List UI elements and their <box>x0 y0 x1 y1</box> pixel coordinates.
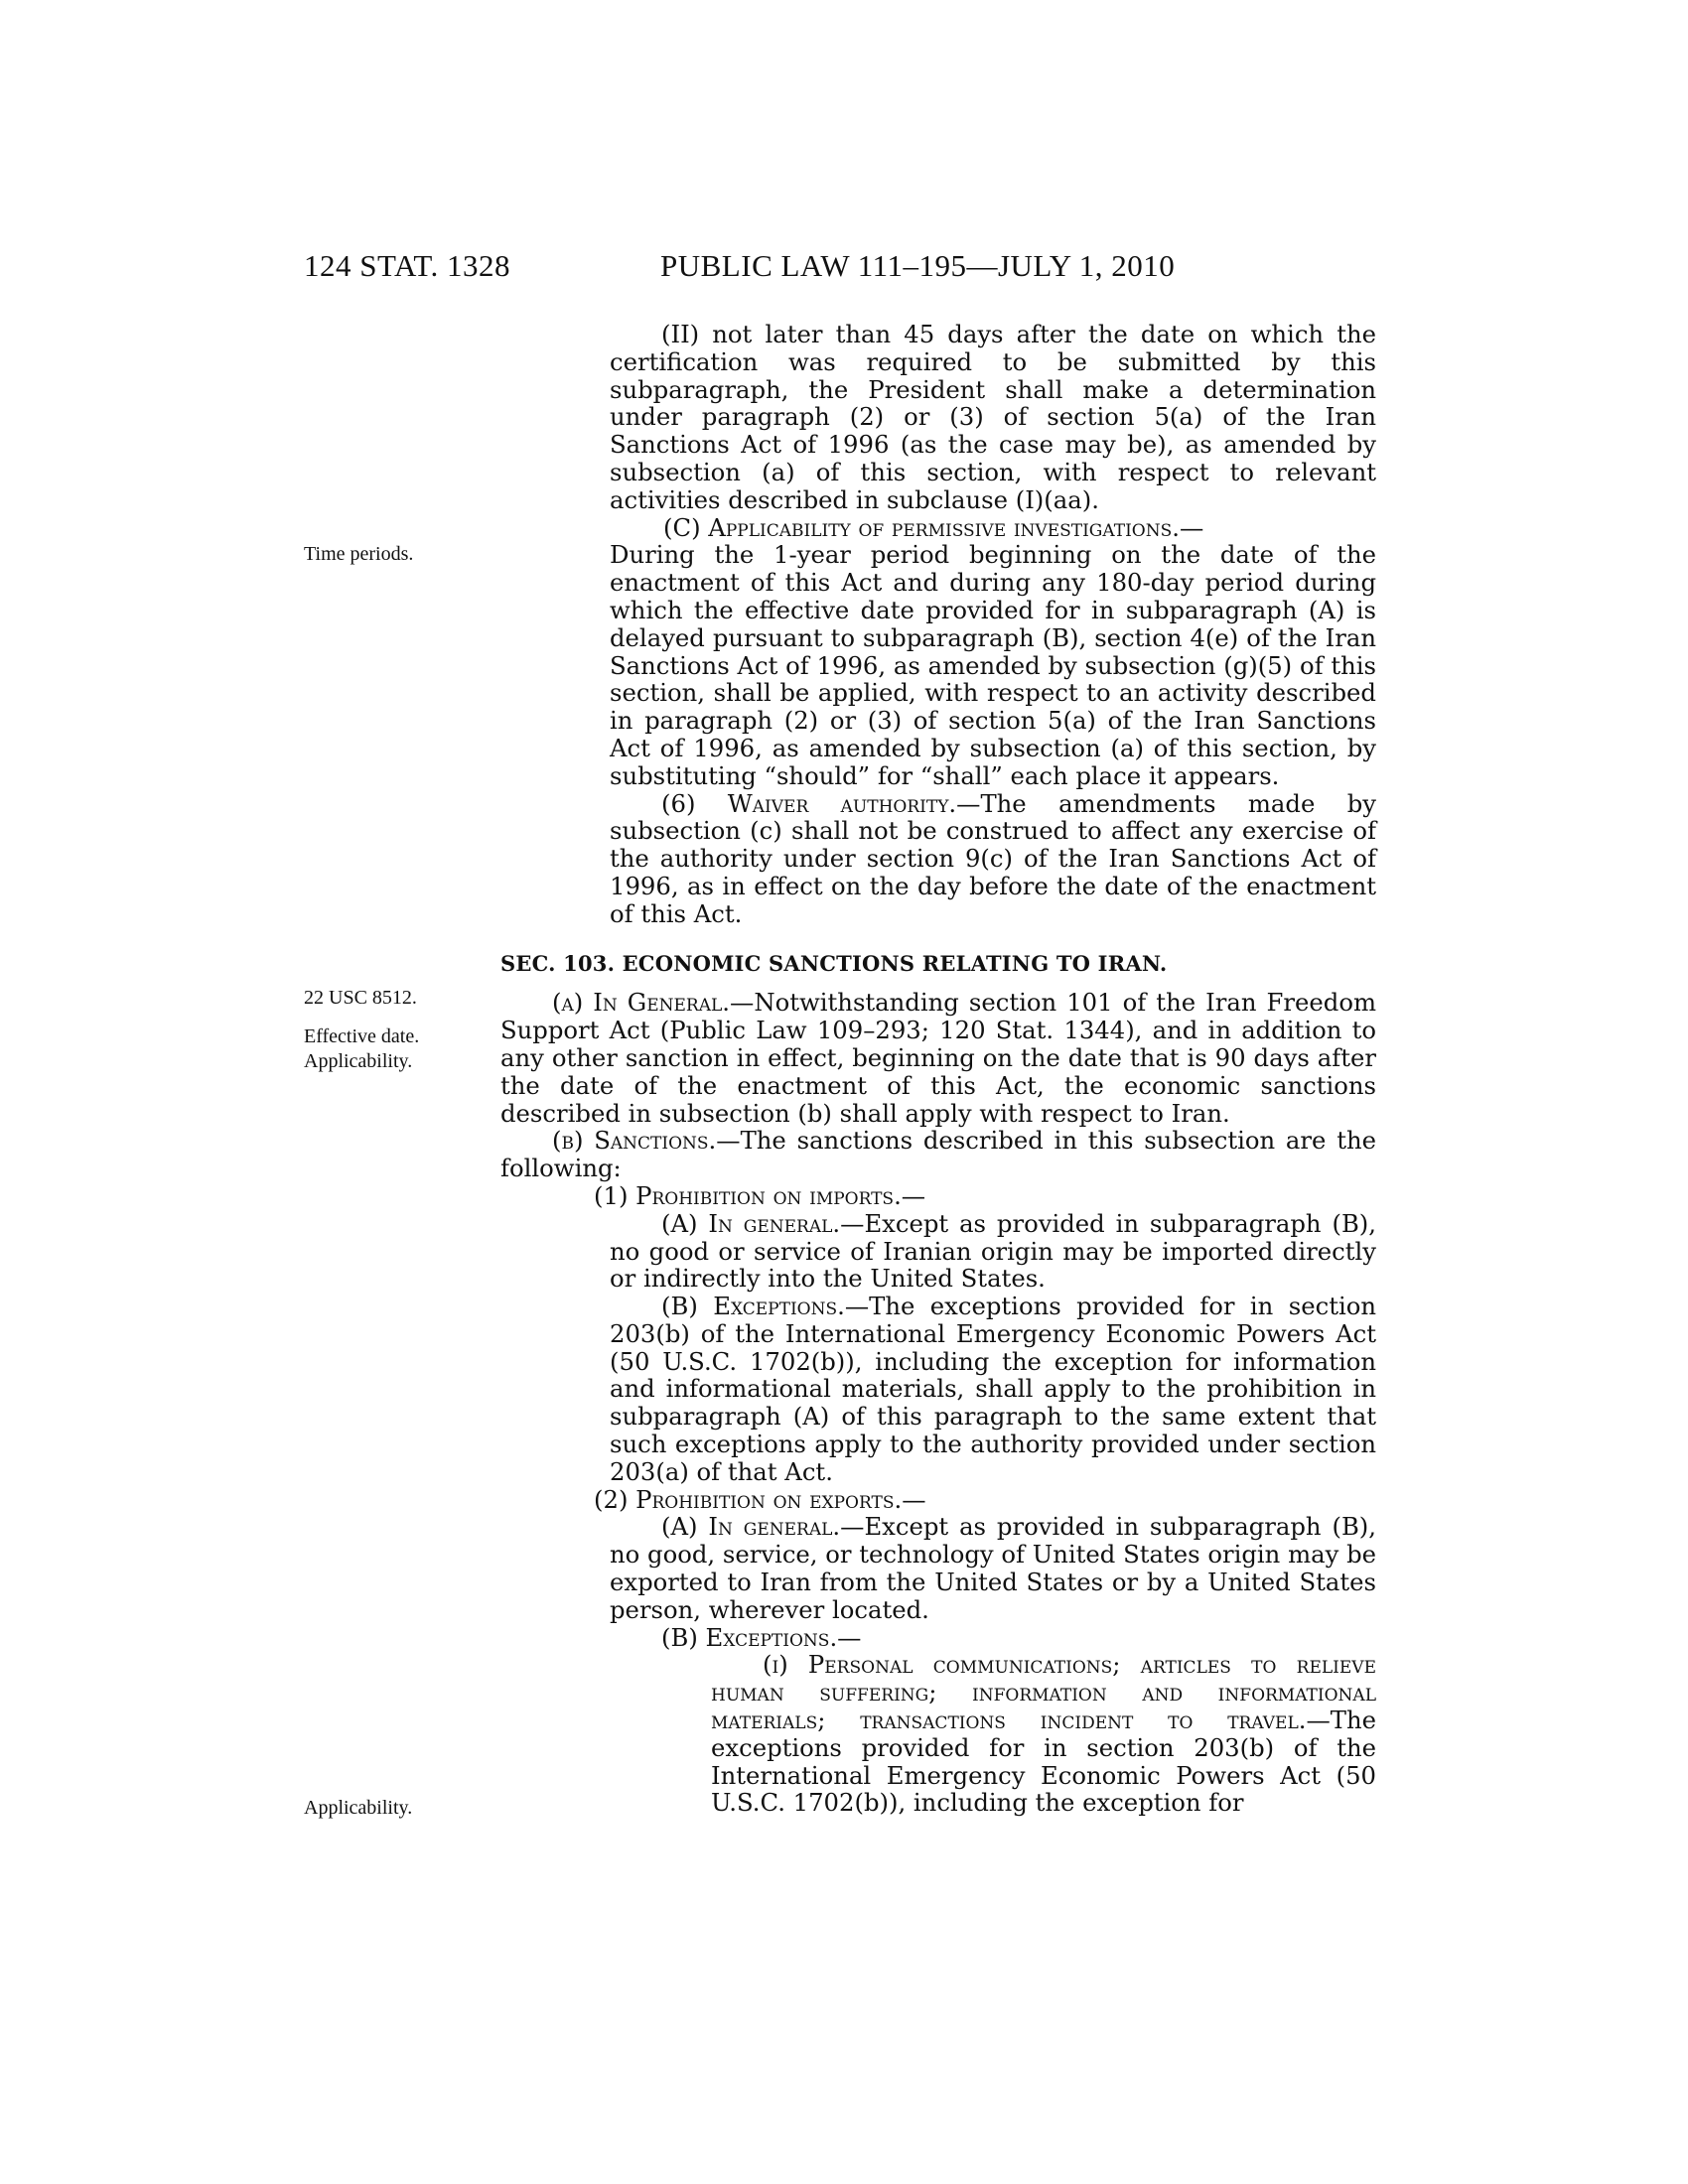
statute-body <box>500 321 1376 1817</box>
para-2A <box>500 1513 1376 1623</box>
para-6-text: —The amendments made by subsection (c) shall not be construed to affect any exercise of the authority under section 9(c) of the Iran Sanctions Act of 1996, as in effect on the day before the date of the enactment of this Act. <box>610 788 1376 928</box>
para-a <box>500 989 1376 1127</box>
para-2B <box>500 1624 1376 1652</box>
para-2 <box>500 1486 1376 1514</box>
para-1B-text: —The exceptions provided for in section 203(b) of the International Emergency Economic Powers Act (50 U.S.C. 1702(b)), including the exception for information and informational materials, shall apply to the prohibition in subparagraph (A) of this paragraph to the same extent that such exceptions apply to the authority provided under section 203(a) of that Act. <box>610 1292 1377 1486</box>
para-C <box>500 514 1376 790</box>
para-a-text: —Notwithstanding section 101 of the Iran Freedom Support Act (Public Law 109–293; 120 Stat. 1344), and in addition to any other sanction in effect, beginning on the date that is 90 days after the date of the enactment of this Act, the economic sanctions described in subsection (b) shall apply with respect to Iran. <box>500 988 1376 1128</box>
para-a-heading: (a) In General. <box>552 988 731 1018</box>
para-2A-text: —Except as provided in subparagraph (B), no good, service, or technology of United States origin may be exported to Iran from the United States or by a United States person, wherever located. <box>610 1512 1376 1624</box>
para-2Bi-text: —The exceptions provided for in section 203(b) of the International Emergency Economic Powers Act (50 U.S.C. 1702(b)), including the exception for <box>711 1706 1376 1818</box>
para-6 <box>610 790 1376 928</box>
para-1-heading: (1) Prohibition on imports.— <box>594 1180 926 1210</box>
para-1 <box>500 1182 1376 1210</box>
para-1B <box>500 1293 1376 1486</box>
para-C-heading: (C) Applicability of permissive investigations.— <box>663 512 1204 542</box>
para-1A-text: —Except as provided in subparagraph (B), no good or service of Iranian origin may be imported directly or indirectly into the United States. <box>610 1208 1376 1294</box>
page-header-title: PUBLIC LAW 111–195—JULY 1, 2010 <box>660 248 1176 283</box>
margin-note-applicability-2: Applicability. <box>304 1797 413 1819</box>
para-2B-heading: (B) Exceptions.— <box>661 1622 862 1652</box>
para-b <box>500 1127 1376 1182</box>
para-2Bi <box>500 1651 1376 1817</box>
para-II: (II) not later than 45 days after the date on which the certification was required to be submitted by this subparagraph, the President shall make a determination under paragraph (2) or (3) of section 5(a) of the Iran Sanctions Act of 1996 (as the case may be), as amended by subsection (a) of this section, with respect to relevant activities described in subclause (I)(aa). <box>610 320 1376 514</box>
para-b-text: —The sanctions described in this subsection are the following: <box>500 1126 1376 1183</box>
para-2-heading: (2) Prohibition on exports.— <box>594 1484 926 1514</box>
para-2A-heading: (A) In general. <box>661 1512 841 1542</box>
para-C-text: During the 1-year period beginning on the date of the enactment of this Act and during any 180-day period during which the effective date provided for in subparagraph (A) is delayed pursuant to subparagraph (B), section 4(e) of the Iran Sanctions Act of 1996, as amended by subsection (g)(5) of this section, shall be applied, with respect to an activity described in paragraph (2) or (3) of section 5(a) of the Iran Sanctions Act of 1996, as amended by subsection (a) of this section, by substituting “should” for “shall” each place it appears. <box>610 540 1376 790</box>
para-6-heading: (6) Waiver authority. <box>661 788 957 818</box>
page-stat-citation: 124 STAT. 1328 <box>304 248 511 283</box>
para-1A <box>500 1210 1376 1293</box>
section-title: SEC. 103. ECONOMIC SANCTIONS RELATING TO IRAN. <box>500 950 1168 976</box>
margin-note-applicability: Applicability. <box>304 1050 413 1072</box>
para-2Bi-heading: (i) Personal communications; articles to relieve human suffering; information and informational materials; transactions incident to travel. <box>711 1650 1376 1735</box>
para-b-heading: (b) Sanctions. <box>552 1126 717 1156</box>
margin-note-effective-date: Effective date. <box>304 1025 420 1047</box>
para-1B-heading: (B) Exceptions. <box>661 1292 845 1321</box>
margin-note-usc: 22 USC 8512. <box>304 987 417 1009</box>
para-1A-heading: (A) In general. <box>661 1208 841 1238</box>
margin-note-time-periods: Time periods. <box>304 543 414 565</box>
